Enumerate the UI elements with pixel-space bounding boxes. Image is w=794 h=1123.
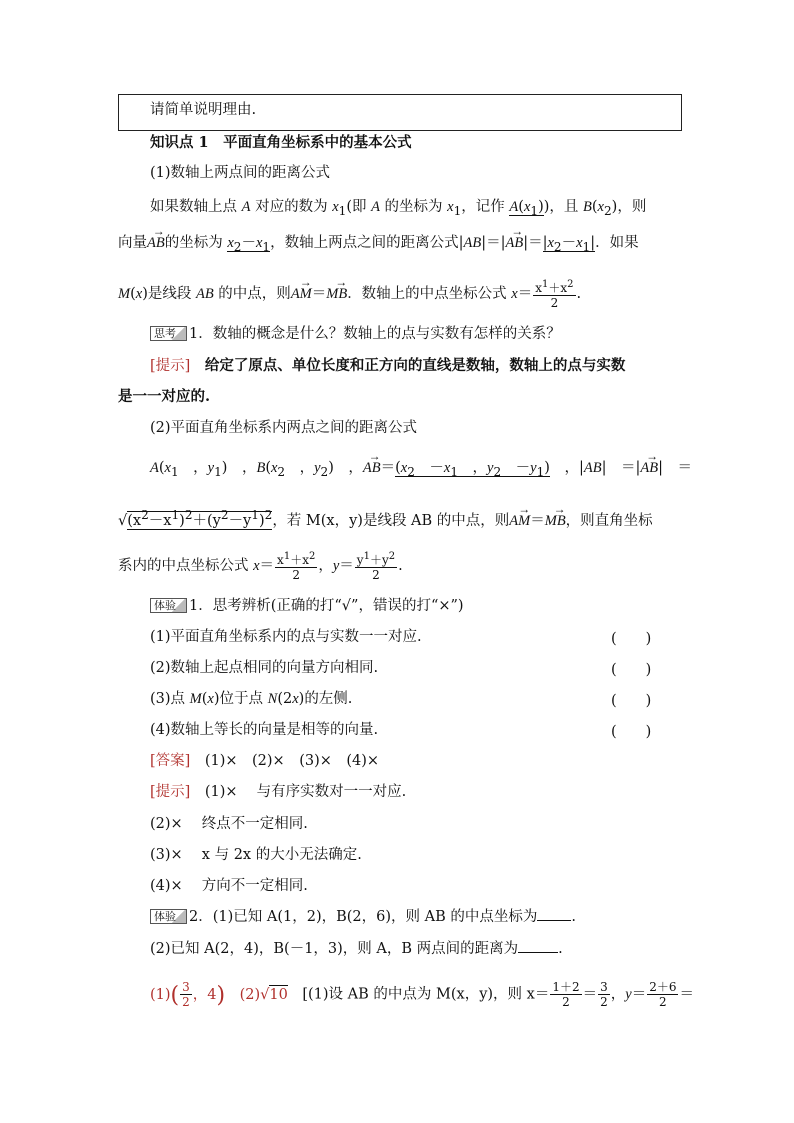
exp-tag: 体验 <box>150 598 187 613</box>
q1-paren: ( ) <box>611 631 652 647</box>
hint2-line: [提示] (1)× 与有序实数对一一对应. <box>150 784 407 800</box>
exp2-q2: (2)已知 A(2，4)，B(－1，3)，则 A，B 两点间的距离为 . <box>150 941 563 957</box>
hint2-item3: (3)× x 与 2x 的大小无法确定. <box>150 847 362 863</box>
hint1-line: [提示] 给定了原点、单位长度和正方向的直线是数轴，数轴上的点与实数 <box>150 357 626 374</box>
exp1-line: 体验 1．思考辨析(正确的打“√”，错误的打“×”) <box>150 596 464 616</box>
para3: M(x)是线段 AB 的中点，则→ AM＝→ MB．数轴上的中点坐标公式 x＝ $\frac{x^1+x^2}{2}$ . <box>118 278 581 310</box>
hint2-item4: (4)× 方向不一定相同. <box>150 878 308 894</box>
q2: (2)数轴上起点相同的向量方向相同. <box>150 660 379 676</box>
q1: (1)平面直角坐标系内的点与实数一一对应. <box>150 629 422 645</box>
para4: $√(x^2-x^1)^2+(y^2-y^1)^2$，若 M(x，y)是线段 AB 的中点，则→ AM＝→ MB，则直角坐标 <box>118 505 653 531</box>
knowledge-point-title: 知识点 1 平面直角坐标系中的基本公式 <box>150 134 412 151</box>
section1-title: (1)数轴上两点间的距离公式 <box>150 165 331 181</box>
hint2-item2: (2)× 终点不一定相同. <box>150 816 308 832</box>
exp2-line: 体验 2．(1)已知 A(1，2)，B(2，6)，则 AB 的中点坐标为 . <box>150 907 576 927</box>
formula-line: $A(x_1$ ，$y_1$) ，$B(x_2$ ，$y_2$) ，→ $AB=(x_2$ $-x_1$ ，$y_2$ $-y_1$) ，|AB| ＝|→ AB| ＝ <box>150 458 692 482</box>
section2-title: (2)平面直角坐标系内两点之间的距离公式 <box>150 420 418 436</box>
think-tag: 思考 <box>150 326 187 341</box>
box-text: 请简单说明理由. <box>150 102 257 118</box>
para2: 向量→ AB的坐标为 $x_2-x_1$，数轴上两点之间的距离公式$|AB|=|\to AB|=|x_2-x_1|$．如果 <box>118 233 639 257</box>
hint1-cont: 是一一对应的. <box>118 388 211 405</box>
think-line: 思考 1．数轴的概念是什么？数轴上的点与实数有怎样的关系？ <box>150 324 561 344</box>
para1: 如果数轴上点 A 对应的数为 $x_1$(即 A 的坐标为 $x_1$，记作 $A(x_1)$)，且 $B(x_2)$，则 <box>150 199 647 218</box>
q2-paren: ( ) <box>611 662 652 678</box>
q3-paren: ( ) <box>611 693 652 709</box>
q3: (3)点 M(x)位于点 N(2x)的左侧. <box>150 691 353 707</box>
answer-line: [答案] (1)× (2)× (3)× (4)× <box>150 753 380 769</box>
exp-tag-2: 体验 <box>150 909 187 924</box>
solution-line: (1)( $\frac{3}{2}$ ，4) (2)√10 [(1)设 AB 的中点为 M(x，y)，则 x＝ $\frac{1+2}{2}$ ＝ $\frac{3}{2}$ ，y＝ $\frac{2+6}{2}$ ＝ <box>150 980 694 1009</box>
para5: 系内的中点坐标公式 x＝ $\frac{x^1+x^2}{2}$ ，y＝ $\frac{y^1+y^2}{2}$ . <box>118 551 403 582</box>
q4-paren: ( ) <box>611 724 652 740</box>
q4: (4)数轴上等长的向量是相等的向量. <box>150 722 379 738</box>
